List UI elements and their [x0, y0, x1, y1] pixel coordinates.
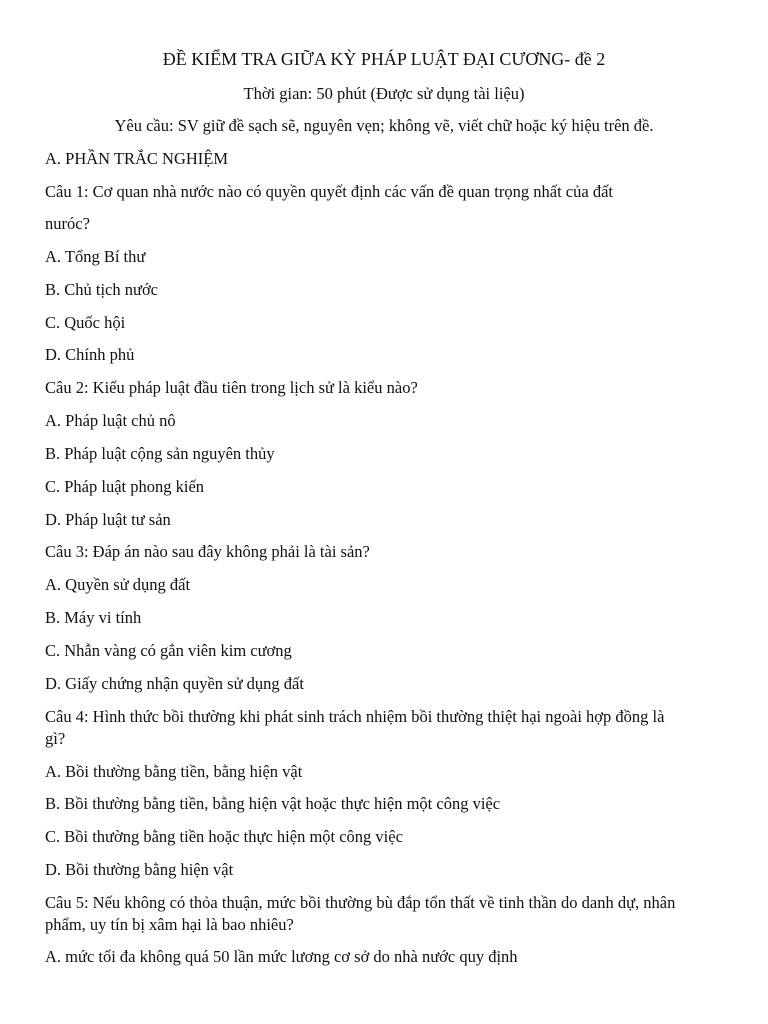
- question-4-option-c: C. Bồi thường bằng tiền hoặc thực hiện một công việc: [45, 827, 403, 846]
- question-2-option-d: D. Pháp luật tư sản: [45, 510, 171, 529]
- question-1-text: Câu 1: Cơ quan nhà nước nào có quyền quyết định các vấn đề quan trọng nhất của đất: [45, 182, 613, 201]
- question-1-option-d: D. Chính phủ: [45, 345, 135, 364]
- question-4-option-a: A. Bồi thường bằng tiền, bằng hiện vật: [45, 762, 303, 781]
- question-5-text-cont: phẩm, uy tín bị xâm hại là bao nhiêu?: [45, 915, 294, 934]
- question-4-option-b: B. Bồi thường bằng tiền, bằng hiện vật hoặc thực hiện một công việc: [45, 794, 501, 813]
- question-1-option-c: C. Quốc hội: [45, 313, 126, 332]
- question-1-option-a: A. Tổng Bí thư: [45, 247, 146, 266]
- exam-requirement: Yêu cầu: SV giữ đề sạch sẽ, nguyên vẹn; không vẽ, viết chữ hoặc ký hiệu trên đề.: [114, 116, 654, 135]
- question-3-text: Câu 3: Đáp án nào sau đây không phải là tài sản?: [45, 542, 370, 561]
- question-2-option-c: C. Pháp luật phong kiến: [45, 477, 205, 496]
- section-heading: A. PHẦN TRẮC NGHIỆM: [45, 149, 229, 168]
- question-2-option-a: A. Pháp luật chủ nô: [45, 411, 176, 430]
- question-1-text-cont: nuróc?: [45, 214, 90, 233]
- document-title: ĐỀ KIỂM TRA GIỮA KỲ PHÁP LUẬT ĐẠI CƯƠNG- đề 2: [162, 49, 606, 69]
- question-3-option-a: A. Quyền sử dụng đất: [45, 575, 191, 594]
- question-2-text: Câu 2: Kiểu pháp luật đầu tiên trong lịch sử là kiểu nào?: [45, 378, 418, 397]
- exam-time: Thời gian: 50 phút (Được sử dụng tài liệu): [243, 84, 525, 103]
- question-3-option-b: B. Máy vi tính: [45, 608, 142, 627]
- question-2-option-b: B. Pháp luật cộng sản nguyên thủy: [45, 444, 275, 463]
- question-4-text-cont: gì?: [45, 729, 66, 748]
- question-5-text: Câu 5: Nếu không có thỏa thuận, mức bồi thường bù đắp tổn thất về tinh thần do danh dự, nhân: [45, 893, 676, 912]
- question-3-option-d: D. Giấy chứng nhận quyền sử dụng đất: [45, 674, 304, 693]
- question-5-option-a: A. mức tối đa không quá 50 lần mức lương cơ sở do nhà nước quy định: [45, 947, 518, 966]
- question-3-option-c: C. Nhẫn vàng có gắn viên kim cương: [45, 641, 292, 660]
- question-1-option-b: B. Chủ tịch nước: [45, 280, 158, 299]
- question-4-option-d: D. Bồi thường bằng hiện vật: [45, 860, 234, 879]
- question-4-text: Câu 4: Hình thức bồi thường khi phát sinh trách nhiệm bồi thường thiệt hại ngoài hợp đồng là: [45, 707, 665, 726]
